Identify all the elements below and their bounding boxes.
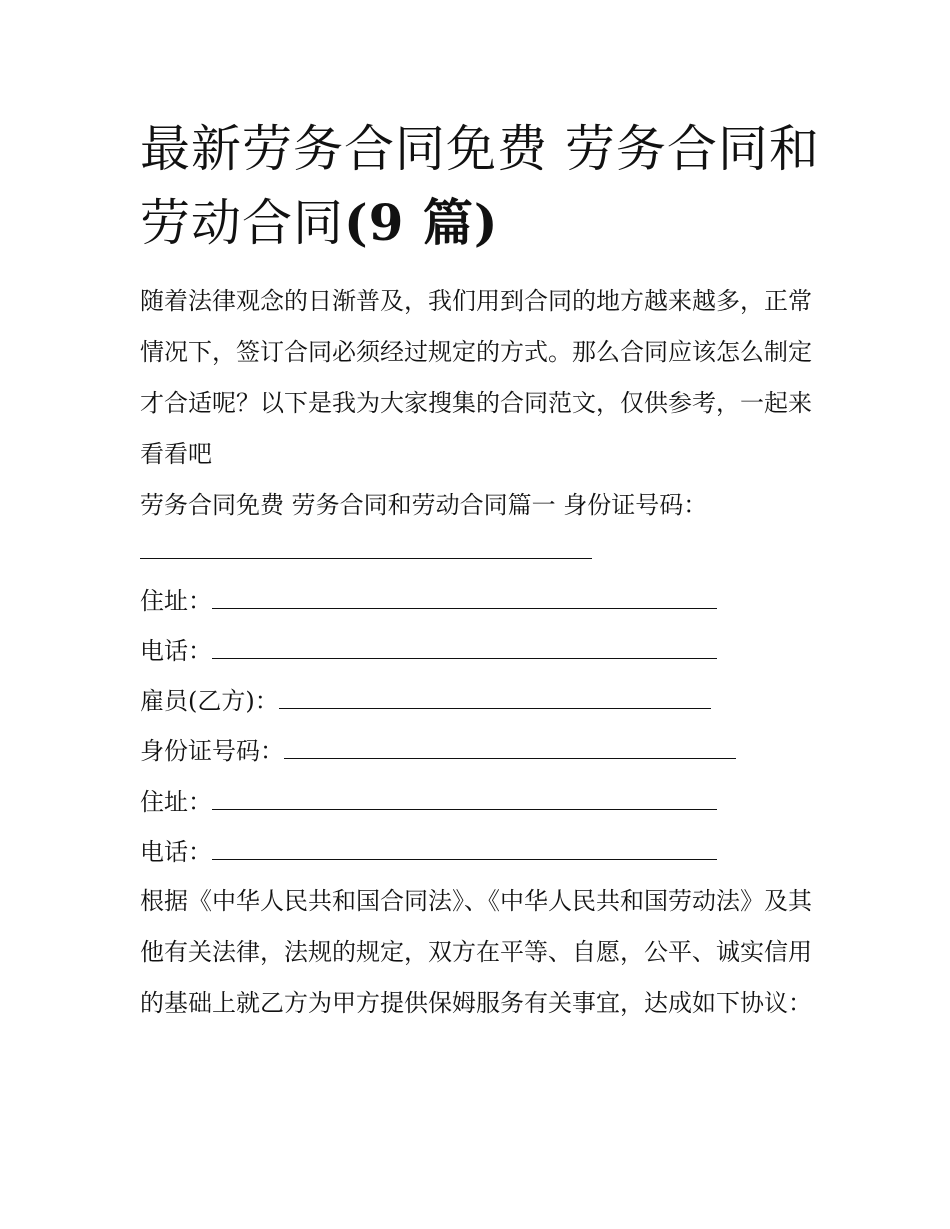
field-label: 住址： — [140, 587, 212, 615]
field-label: 身份证号码： — [140, 737, 284, 765]
document-title — [140, 112, 830, 260]
body-paragraph: 根据《中华人民共和国合同法》、《中华人民共和国劳动法》及其他有关法律，法规的规定，双方在平等、自愿，公平、诚实信用的基础上就乙方为甲方提供保姆服务有关事宜，达成如下协议： — [140, 887, 812, 1017]
title-count: (9 篇) — [344, 193, 499, 252]
id-number-blank-line — [140, 526, 592, 577]
field-phone-2 — [140, 827, 717, 878]
field-blank — [284, 728, 736, 759]
field-blank — [212, 779, 717, 810]
field-phone-1 — [140, 626, 717, 677]
field-id-number — [140, 726, 736, 777]
field-address-1 — [140, 576, 717, 627]
field-blank — [212, 829, 717, 860]
field-label: 住址： — [140, 788, 212, 816]
section-heading-text: 劳务合同免费 劳务合同和劳动合同篇一 身份证号码： — [140, 491, 708, 519]
field-label: 电话： — [140, 637, 212, 665]
field-label: 电话： — [140, 838, 212, 866]
field-blank — [212, 628, 717, 659]
field-blank — [212, 578, 717, 609]
field-address-2 — [140, 777, 717, 828]
field-label: 雇员(乙方)： — [140, 687, 279, 715]
field-blank — [279, 678, 711, 709]
intro-paragraph: 随着法律观念的日渐普及，我们用到合同的地方越来越多，正常情况下，签订合同必须经过规定的方式。那么合同应该怎么制定才合适呢？以下是我为大家搜集的合同范文，仅供参考，一起来看看吧 — [140, 287, 812, 468]
title-line-2: 劳动合同 — [140, 194, 344, 252]
section-heading — [140, 480, 707, 531]
field-employee — [140, 676, 711, 727]
title-line-1: 最新劳务合同免费 劳务合同和 — [140, 120, 820, 178]
id-number-blank — [140, 528, 592, 559]
